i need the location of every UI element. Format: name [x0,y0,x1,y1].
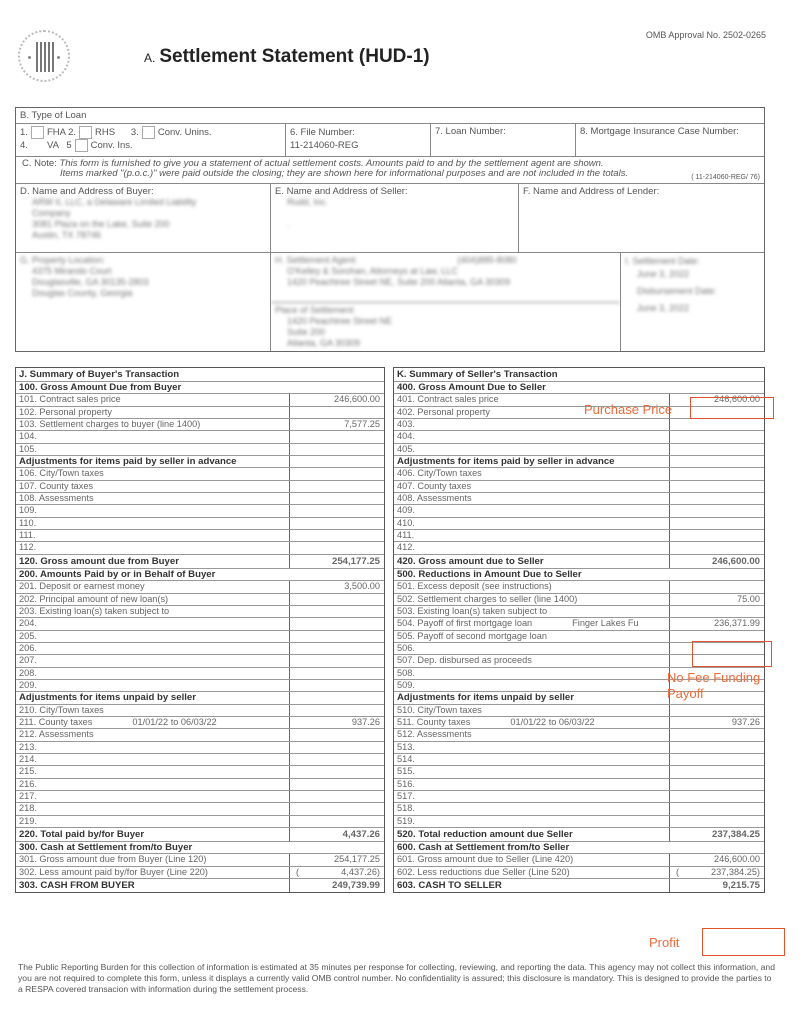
line-description: 507. Dep. disbursed as proceeds [397,655,532,666]
line-description: 515. [397,766,415,777]
line-description: 112. [19,542,37,553]
line-amount [669,803,764,814]
table-row [394,594,764,606]
line-description: Adjustments for items paid by seller in advance [19,456,237,468]
line-amount [669,766,764,777]
table-row [394,705,764,717]
summary-title: J. Summary of Buyer's Transaction [16,368,384,382]
line-amount: 236,371.99 [669,618,764,629]
line-amount [289,668,384,679]
line-detail: 01/01/22 to 06/03/22 [510,716,595,727]
line-description: 100. Gross Amount Due from Buyer [19,382,182,393]
table-row [16,394,384,406]
line-description: 207. [19,655,37,666]
section-row [16,456,384,468]
line-description: 407. County taxes [397,480,472,491]
line-description: 110. [19,517,37,528]
file-number-field: 6. File Number: 11-214060-REG [286,124,431,156]
section-row [394,879,764,892]
table-row [394,754,764,766]
line-description: 103. Settlement charges to buyer (line 1400) [19,419,201,430]
line-description: 511. County taxes 01/01/22 to 06/03/22 [397,716,595,727]
settlement-agent: H. Settlement Agent: (404)885-8080 O'Kelley & Sorohan, Attorneys at Law, LLC 1420 Peachtree Street NE, Suite 200 Atlanta, GA 30309 Place of Settlement: 1420 Peachtree Street NE Suite 200 Atlanta, GA 30309 [271,253,621,351]
table-row [16,854,384,866]
table-row [16,766,384,778]
line-amount [289,643,384,654]
line-description: 109. [19,505,37,516]
line-description: 102. Personal property [19,406,112,417]
line-description: 106. City/Town taxes [19,468,104,479]
table-row [16,468,384,480]
payoff-highlight-box [692,641,772,667]
line-description: 120. Gross amount due from Buyer [19,555,179,567]
lender-info: F. Name and Address of Lender: [523,186,660,197]
line-description: 301. Gross amount due from Buyer (Line 120) [19,854,207,865]
table-row [16,542,384,554]
line-amount [669,791,764,802]
line-description: 600. Cash at Settlement from/to Seller [397,842,570,854]
hud-seal-logo [18,30,70,82]
table-row [394,468,764,480]
line-description: 602. Less reductions due Seller (Line 520) [397,866,570,877]
mortgage-insurance-case-field: 8. Mortgage Insurance Case Number: [580,126,739,137]
line-description: 411. [397,530,415,541]
payoff-annotation: No Fee Funding Payoff [667,670,761,701]
line-description: 408. Assessments [397,493,472,504]
table-row [16,431,384,443]
purchase-price-annotation: Purchase Price [584,402,673,417]
line-amount: 237,384.25 [669,828,764,841]
line-amount: 4,437.26 [289,828,384,841]
line-amount [669,419,764,430]
table-row [16,419,384,431]
line-amount [669,493,764,504]
table-row [16,779,384,791]
table-row [16,643,384,655]
line-description: 211. County taxes 01/01/22 to 06/03/22 [19,716,217,727]
table-row [16,791,384,803]
line-amount [289,803,384,814]
line-amount: 249,739.99 [289,879,384,892]
line-description: 208. [19,667,37,678]
line-amount [669,505,764,516]
type-of-loan-label: B. Type of Loan [20,110,87,121]
table-row [394,816,764,828]
line-amount [669,444,764,455]
line-description: 412. [397,542,415,553]
line-description: 508. [397,667,415,678]
line-amount [289,680,384,691]
section-row [394,569,764,581]
buyer-address: ARW II, LLC, a Delaware Limited Liability Company 3081 Plaza on the Lake, Suite 200 Austin, TX 78746 [32,197,197,240]
line-description: 518. [397,803,415,814]
line-amount: 254,177.25 [289,555,384,568]
line-description: 218. [19,803,37,814]
line-description: 202. Principal amount of new loan(s) [19,593,169,604]
line-amount [289,456,384,467]
line-description: 200. Amounts Paid by or in Behalf of Buyer [19,568,216,580]
line-amount [289,505,384,516]
table-row [394,618,764,630]
line-description: 205. [19,630,37,641]
line-amount [289,779,384,790]
line-amount [669,705,764,716]
property-location: G. Property Location: 4375 Mirando Court Douglasville, GA 30135-2803 Douglas County, Georgia [16,253,271,351]
line-description: 220. Total paid by/for Buyer [19,829,145,841]
section-row [394,456,764,468]
line-description: 219. [19,815,37,826]
section-row [394,555,764,569]
settlement-note: C. Note: This form is furnished to give you a statement of actual settlement costs. Amounts paid to and by the settlement agent are shown. Items marked "(p.o.c.)" were paid outside the closing; they are shown here for informational purposes and are not included in the totals. ( 11-214060-REG/ 76) [16,157,764,184]
omb-approval-number: OMB Approval No. 2502-0265 [645,30,766,40]
line-description: Adjustments for items paid by seller in advance [397,456,615,468]
table-row [394,854,764,866]
line-description: 410. [397,517,415,528]
file-number-value: 11-214060-REG [290,140,359,151]
line-description: 206. [19,642,37,653]
line-amount [289,631,384,642]
line-detail: 01/01/22 to 06/03/22 [132,716,217,727]
section-row [16,382,384,394]
line-amount [289,530,384,541]
line-amount [669,468,764,479]
public-reporting-disclaimer: The Public Reporting Burden for this collection of information is estimated at 35 minutes per response for collecting, reviewing, and reporting the data. This agency may not collect this information, and you are not required to complete this form, unless it displays a currently valid OMB control number. No confidentiality is assured; this disclosure is mandatory. This is designed to provide the parties to a RESPA covered transacion with information during the settlement process. [18,962,775,994]
loan-number-field: 7. Loan Number: [431,124,576,156]
line-amount [289,791,384,802]
section-row [16,555,384,569]
table-row [16,631,384,643]
loan-info-section [15,107,765,352]
line-amount [669,542,764,553]
place-of-settlement: Place of Settlement: 1420 Peachtree Street NE Suite 200 Atlanta, GA 30309 [275,305,393,348]
table-row [16,594,384,606]
line-description: Adjustments for items unpaid by seller [397,692,574,704]
line-description: 101. Contract sales price [19,394,121,405]
line-amount: 937.26 [289,717,384,728]
table-row [394,729,764,741]
table-row [394,803,764,815]
line-amount [289,518,384,529]
line-description: 601. Gross amount due to Seller (Line 420) [397,854,574,865]
table-row [394,518,764,530]
seller-address: Rudd, Inc. . [287,197,329,229]
table-row [394,505,764,517]
line-amount [289,468,384,479]
table-row [394,581,764,593]
line-description: 504. Payoff of first mortgage loan Finger Lakes Fu [397,618,639,629]
seal-building-icon [36,42,54,72]
buyer-transaction-summary [15,367,385,893]
line-amount [289,594,384,605]
table-row [394,766,764,778]
page-title: A. Settlement Statement (HUD-1) [144,46,430,67]
line-description: 204. [19,618,37,629]
line-amount: 7,577.25 [289,419,384,430]
line-description: 503. Existing loan(s) taken subject to [397,605,548,616]
line-amount [669,606,764,617]
line-description: 302. Less amount paid by/for Buyer (Line 220) [19,866,208,877]
conv-unins-checkbox[interactable] [142,126,155,139]
line-description: 210. City/Town taxes [19,704,104,715]
line-description: 510. City/Town taxes [397,704,482,715]
line-description: 107. County taxes [19,480,94,491]
line-description: 405. [397,443,415,454]
rhs-checkbox[interactable] [79,126,92,139]
table-row [16,493,384,505]
line-description: 201. Deposit or earnest money [19,581,145,592]
line-amount: 254,177.25 [289,854,384,865]
line-description: 505. Payoff of second mortgage loan [397,630,547,641]
line-amount: 246,600.00 [669,555,764,568]
seal-star-icon [57,56,60,59]
line-description: 214. [19,753,37,764]
line-description: 402. Personal property [397,406,490,417]
loan-type-options: 1. FHA 2. RHS 3. Conv. Unins. 4. VA 5 Conv. Ins. [16,124,286,156]
line-amount [289,766,384,777]
line-description: 209. [19,679,37,690]
line-description: 303. CASH FROM BUYER [19,880,135,892]
line-amount [289,444,384,455]
line-description: 216. [19,778,37,789]
line-description: 108. Assessments [19,493,94,504]
table-row [16,606,384,618]
line-amount: 246,600.00 [669,854,764,865]
profit-annotation: Profit [649,935,680,950]
line-amount: ( 4,437.26) [289,867,384,878]
table-row [16,742,384,754]
buyer-info: D. Name and Address of Buyer: ARW II, LLC, a Delaware Limited Liability Company 3081 Plaza on the Lake, Suite 200 Austin, TX 78746 [16,184,271,252]
line-amount [289,729,384,740]
line-amount [289,655,384,666]
table-row [16,655,384,667]
line-description: 409. [397,505,415,516]
line-amount [289,407,384,418]
fha-checkbox[interactable] [31,126,44,139]
line-description: 516. [397,778,415,789]
line-amount [289,431,384,442]
line-description: 509. [397,679,415,690]
table-row [394,444,764,456]
purchase-price-highlight-box [690,397,774,419]
seller-transaction-summary [393,367,765,893]
table-row [394,606,764,618]
section-row [16,569,384,581]
section-row [16,828,384,842]
table-row [16,581,384,593]
seller-info: E. Name and Address of Seller: Rudd, Inc. . [271,184,519,252]
line-description: 514. [397,753,415,764]
line-description: 513. [397,741,415,752]
line-amount: 3,500.00 [289,581,384,592]
line-amount [289,542,384,553]
line-description: 517. [397,791,415,801]
summary-title: K. Summary of Seller's Transaction [394,368,764,382]
table-row [16,867,384,879]
table-row [394,530,764,542]
table-row [16,729,384,741]
line-amount [669,518,764,529]
line-description: 406. City/Town taxes [397,468,482,479]
table-row [16,530,384,542]
table-row [16,444,384,456]
line-description: 105. [19,443,37,454]
line-amount [289,754,384,765]
table-row [16,754,384,766]
line-amount [289,606,384,617]
table-row [16,518,384,530]
seal-star-icon [28,56,31,59]
line-description: 512. Assessments [397,729,472,740]
section-row [16,692,384,704]
line-amount [669,530,764,541]
table-row [394,431,764,443]
line-amount: ( 237,384.25) [669,867,764,878]
table-row [394,791,764,803]
section-row [16,879,384,892]
line-description: 213. [19,741,37,752]
line-amount [289,481,384,492]
table-row [394,419,764,431]
table-row [394,542,764,554]
table-row [16,505,384,517]
line-description: 212. Assessments [19,729,94,740]
table-row [394,493,764,505]
line-amount: 937.26 [669,717,764,728]
note-reference: ( 11-214060-REG/ 76) [691,174,760,181]
section-row [16,842,384,854]
section-row [394,382,764,394]
table-row [16,407,384,419]
line-description: 300. Cash at Settlement from/to Buyer [19,842,193,854]
line-description: 111. [19,530,36,541]
table-row [394,742,764,754]
line-amount [289,493,384,504]
line-description: 104. [19,431,37,442]
line-description: 217. [19,791,37,801]
line-detail: Finger Lakes Fu [572,618,639,629]
va-checkbox[interactable] [31,139,44,152]
line-description: Adjustments for items unpaid by seller [19,692,196,704]
table-row [16,803,384,815]
line-amount [289,705,384,716]
line-amount [669,742,764,753]
line-amount [289,618,384,629]
line-description: 404. [397,431,415,442]
line-description: 506. [397,642,415,653]
table-row [16,816,384,828]
line-amount [669,754,764,765]
section-row [394,828,764,842]
table-row [16,717,384,729]
settlement-dates: I. Settlement Date: June 3, 2022 Disbursement Date: June 3, 2022 [625,256,717,313]
table-row [16,481,384,493]
line-description: 215. [19,766,37,777]
table-row [16,705,384,717]
line-description: 203. Existing loan(s) taken subject to [19,605,170,616]
conv-ins-checkbox[interactable] [75,139,88,152]
table-row [394,779,764,791]
section-row [394,842,764,854]
line-amount [289,692,384,703]
line-description: 603. CASH TO SELLER [397,880,502,892]
line-amount: 246,600.00 [669,394,764,405]
line-amount [669,729,764,740]
line-description: 519. [397,815,415,826]
line-amount [669,779,764,790]
line-amount: 246,600.00 [289,394,384,405]
table-row [16,668,384,680]
line-amount: 9,215.75 [669,879,764,892]
table-row [394,481,764,493]
line-amount [669,816,764,827]
line-description: 502. Settlement charges to seller (line 1400) [397,593,578,604]
line-description: 501. Excess deposit (see instructions) [397,581,552,592]
line-description: 403. [397,419,415,430]
line-amount: 75.00 [669,594,764,605]
line-description: 401. Contract sales price [397,394,499,405]
profit-highlight-box [702,928,785,956]
line-amount [669,431,764,442]
line-amount [669,481,764,492]
table-row [16,680,384,692]
line-description: 400. Gross Amount Due to Seller [397,382,546,393]
line-amount [669,581,764,592]
line-description: 520. Total reduction amount due Seller [397,829,573,841]
line-amount [289,742,384,753]
table-row [394,867,764,879]
table-row [16,618,384,630]
line-description: 500. Reductions in Amount Due to Seller [397,568,582,580]
line-amount [289,816,384,827]
line-amount [669,456,764,467]
line-description: 420. Gross amount due to Seller [397,555,544,567]
table-row [394,717,764,729]
